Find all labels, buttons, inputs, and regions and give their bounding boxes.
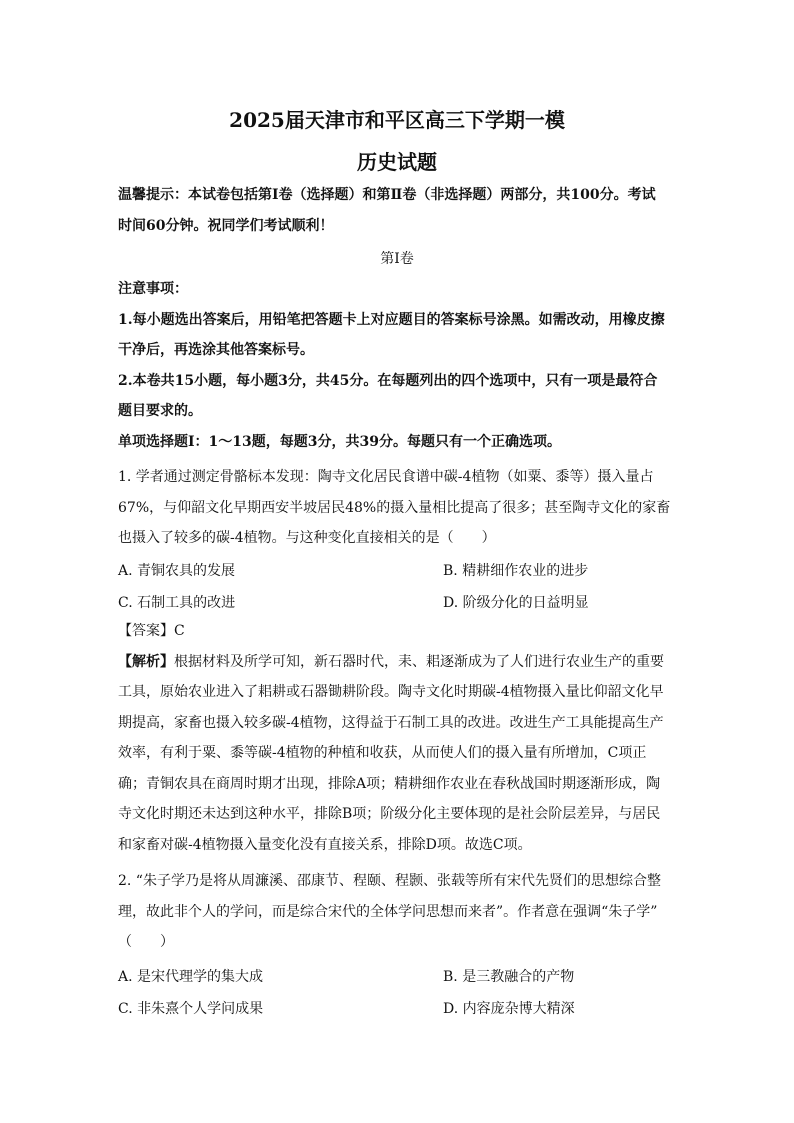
- question-2-option-a: A. 是宋代理学的集大成: [118, 969, 264, 985]
- question-1-line-3: 也摄入了较多的碳-4植物。与这种变化直接相关的是（ ）: [118, 530, 496, 546]
- exam-tip: [118, 180, 678, 241]
- question-1-answer: 【答案】C: [118, 623, 185, 639]
- question-1-analysis-line-4: 效率，有利于粟、黍等碳-4植物的种植和收获，从而使人们的摄入量有所增加，C项正: [118, 745, 647, 761]
- notice-item-2-line-2: 题目要求的。: [118, 403, 202, 419]
- question-1-analysis-line-7: 和家畜对碳-4植物摄入量变化没有直接关系，排除D项。故选C项。: [118, 836, 532, 853]
- question-2-line-1: 2. “朱子学乃是将从周濂溪、邵康节、程颐、程颢、张载等所有宋代先贤们的思想综合整: [118, 873, 661, 889]
- notice-item-1-line-1: 1.每小题选出答案后，用铅笔把答题卡上对应题目的答案标号涂黑。如需改动，用橡皮擦: [118, 311, 665, 328]
- analysis-label: 【解析】: [118, 653, 174, 670]
- notice-item-1-line-2: 干净后，再选涂其他答案标号。: [118, 342, 314, 358]
- notice-item-2-line-1: 2.本卷共15小题，每小题3分，共45分。在每题列出的四个选项中，只有一项是最符合: [118, 372, 658, 389]
- exam-title: 2025届天津市和平区高三下学期一模: [229, 108, 565, 132]
- question-2-option-d: D. 内容庞杂博大精深: [443, 1001, 575, 1017]
- question-1-analysis-line-6: 寺文化时期还未达到这种水平，排除B项；阶级分化主要体现的是社会阶层差异，与居民: [118, 806, 661, 822]
- question-1-analysis-line-5: 确；青铜农具在商周时期才出现，排除A项；精耕细作农业在春秋战国时期逐渐形成，陶: [118, 775, 661, 792]
- exam-subtitle: 历史试题: [357, 150, 437, 174]
- question-1-option-a: A. 青铜农具的发展: [118, 563, 236, 579]
- question-1-option-b: B. 精耕细作农业的进步: [443, 563, 589, 579]
- question-1-analysis-line-3: 期提高，家畜也摄入较多碳-4植物，这得益于石制工具的改进。改进生产工具能提高生产: [118, 714, 664, 731]
- notice-block: [118, 274, 678, 457]
- single-choice-heading: 单项选择题Ⅰ：1～13题，每题3分，共39分。每题只有一个正确选项。: [118, 433, 561, 450]
- tip-line-1: 温馨提示：本试卷包括第Ⅰ卷（选择题）和第Ⅱ卷（非选择题）两部分，共100分。考试: [118, 187, 656, 203]
- section-heading: 第Ⅰ卷: [380, 251, 414, 267]
- question-2-option-c: C. 非朱熹个人学问成果: [118, 1001, 264, 1017]
- question-1-line-1: 1. 学者通过测定骨骼标本发现：陶寺文化居民食谱中碳-4植物（如粟、黍等）摄入量占: [118, 469, 654, 485]
- question-2-options: [118, 966, 678, 1026]
- question-1-analysis-line-2: 工具，原始农业进入了耜耕或石器锄耕阶段。陶寺文化时期碳-4植物摄入量比仰韶文化早: [118, 684, 664, 700]
- question-2-line-2: 理，故此非个人的学问，而是综合宋代的全体学问思想而来者”。作者意在强调“朱子学”: [118, 903, 658, 920]
- question-1-answer-block: [118, 616, 678, 860]
- question-1-options: [118, 560, 678, 620]
- question-1-analysis-line-1: 【解析】根据材料及所学可知，新石器时代，耒、耜逐渐成为了人们进行农业生产的重要: [118, 653, 664, 670]
- question-1-option-c: C. 石制工具的改进: [118, 595, 236, 611]
- question-2-stem: [118, 866, 678, 958]
- tip-line-2: 时间60分钟。祝同学们考试顺利！: [118, 217, 334, 234]
- notice-heading: 注意事项：: [118, 281, 188, 297]
- question-1-line-2: 67%，与仰韶文化早期西安半坡居民48%的摄入量相比提高了很多；甚至陶寺文化的家畜: [118, 499, 671, 516]
- question-1-option-d: D. 阶级分化的日益明显: [443, 595, 589, 611]
- question-2-line-3: （ ）: [118, 934, 174, 950]
- question-1-stem: [118, 462, 678, 554]
- question-2-option-b: B. 是三教融合的产物: [443, 969, 575, 985]
